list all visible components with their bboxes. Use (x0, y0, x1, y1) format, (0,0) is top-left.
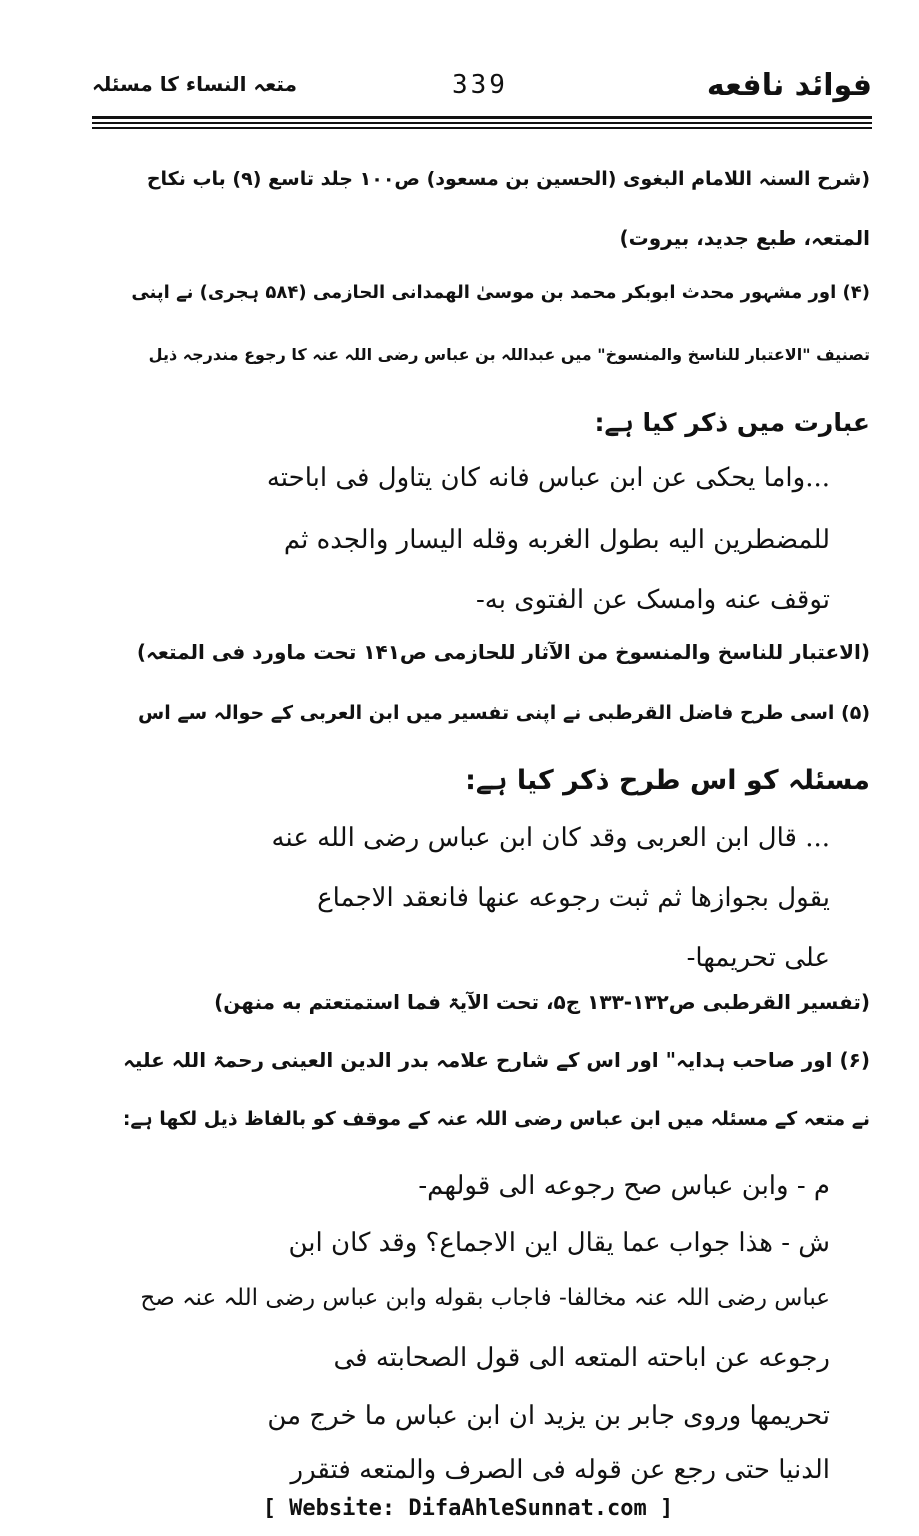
header-rule-top (92, 116, 872, 119)
quote-line: ش - هذا جواب عما یقال این الاجماع؟ وقد کان ابن (288, 1228, 830, 1258)
paragraph-line: مسئلہ کو اس طرح ذکر کیا ہے: (465, 765, 870, 796)
paragraph-line: عبارت میں ذکر کیا ہے: (594, 408, 870, 437)
ref-line: (الاعتبار للناسخ والمنسوخ من الآثار للحازمی ص۱۴۱ تحت ماورد فی المتعہ) (136, 640, 870, 664)
quote-line: رجوعه عن اباحته المتعه الی قول الصحابته فی (333, 1343, 830, 1373)
header-rule-bottom (92, 127, 872, 129)
paragraph-line: تصنیف "الاعتبار للناسخ والمنسوخ" میں عبداللہ بن عباس رضی اللہ عنہ کا رجوع مندرجہ ذیل (148, 345, 870, 364)
paragraph-line: (۵) اسی طرح فاضل القرطبی نے اپنی تفسیر میں ابن العربی کے حوالہ سے اس (138, 702, 870, 724)
quote-line: یقول بجوازها ثم ثبت رجوعه عنها فانعقد الاجماع (317, 883, 830, 913)
website-watermark: [ Website: DifaAhleSunnat.com ] (262, 1496, 674, 1521)
quote-line: توقف عنه وامسک عن الفتوی به- (476, 585, 830, 615)
quote-line: ...واما یحکی عن ابن عباس فانه کان یتاول فی اباحته (266, 463, 830, 493)
quote-line: عباس رضی اللہ عنہ مخالفا- فاجاب بقوله وابن عباس رضی اللہ عنہ صح (140, 1285, 830, 1311)
book-title: فوائد نافعه (706, 68, 872, 103)
chapter-title: متعہ النساء کا مسئلہ (92, 72, 297, 96)
quote-line: م - وابن عباس صح رجوعه الی قولهم- (418, 1171, 830, 1201)
quote-line: علی تحریمها- (686, 943, 830, 973)
paragraph-line: نے متعہ کے مسئلہ میں ابن عباس رضی اللہ عنہ کے موقف کو بالفاظ ذیل لکھا ہے: (122, 1108, 870, 1130)
header-rule-middle (92, 122, 872, 124)
quote-line: ... قال ابن العربی وقد کان ابن عباس رضی الله عنه (271, 823, 830, 853)
quote-line: تحریمها وروی جابر بن یزید ان ابن عباس ما خرج من (267, 1401, 830, 1431)
paragraph-line: (۴) اور مشہور محدث ابوبکر محمد بن موسیٰ الھمدانی الحازمی (۵۸۴ ہجری) نے اپنی (131, 282, 870, 303)
quote-line: للمضطرین الیه بطول الغربه وقله الیسار والجده ثم (283, 525, 830, 555)
ref-line: المتعہ، طبع جدید، بیروت) (619, 226, 870, 250)
ref-line: (تفسیر القرطبی ص۱۳۲-۱۳۳ ج۵، تحت الآیۃ فما استمتعتم به منھن) (214, 990, 870, 1014)
page-header (92, 62, 872, 112)
page-number: 339 (452, 70, 508, 100)
quote-line: الدنیا حتی رجع عن قوله فی الصرف والمتعه فتقرر (290, 1455, 830, 1485)
paragraph-line: (۶) اور صاحب ہدایہ" اور اس کے شارح علامہ بدر الدین العینی رحمۃ اللہ علیہ (123, 1048, 870, 1072)
ref-line: (شرح السنہ اللامام البغوی (الحسین بن مسعود) ص۱۰۰ جلد تاسع (۹) باب نکاح (146, 168, 870, 190)
